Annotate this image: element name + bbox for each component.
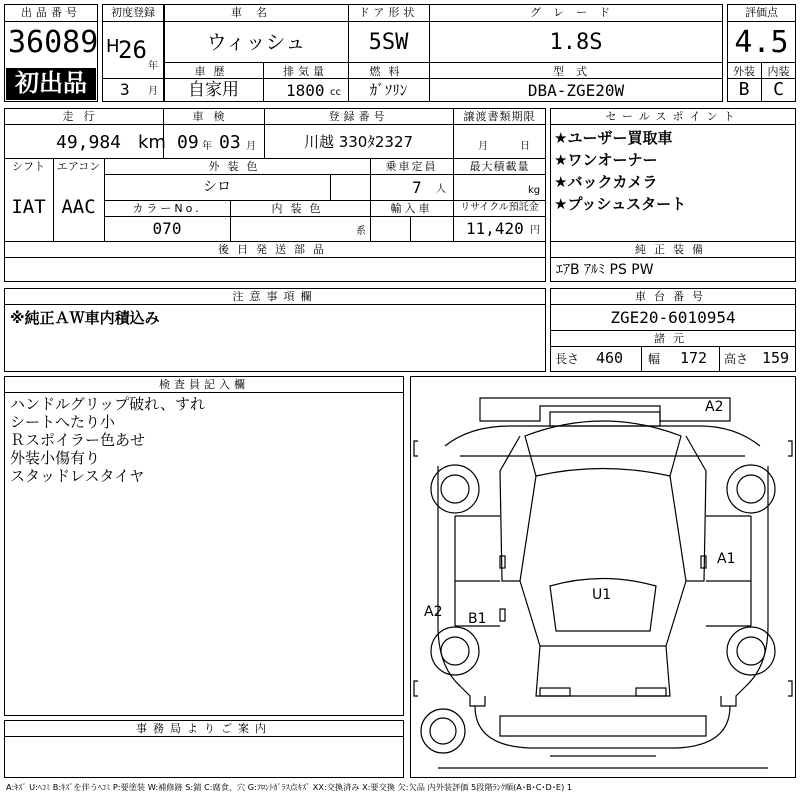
notes-hline xyxy=(4,304,546,305)
length-value: 460 xyxy=(596,349,624,367)
shift-label: シフト xyxy=(12,160,45,173)
sales-point-4: ★プッシュスタート xyxy=(554,195,687,213)
ac-label: エアコン xyxy=(56,160,101,173)
year-unit: 年 xyxy=(148,61,158,72)
capacity-unit: 人 xyxy=(436,184,446,195)
equipment-value: ｴｱB ｱﾙﾐ PS PW xyxy=(556,262,654,278)
length-label: 長さ xyxy=(555,352,580,366)
details-hline2 xyxy=(4,158,546,159)
history-value: 自家用 xyxy=(188,80,239,100)
car-name: ウィッシュ xyxy=(206,30,306,54)
office-hline xyxy=(4,736,404,737)
first-reg-divider2 xyxy=(102,78,164,79)
exterior-grade: B xyxy=(738,79,750,100)
recycle-value: 11,420 xyxy=(466,219,524,238)
lot-number: 36089 xyxy=(8,25,99,60)
sales-point-2: ★ワンオーナー xyxy=(554,151,658,169)
displacement-label: 排気量 xyxy=(283,65,328,78)
reg-month: 3 xyxy=(120,80,130,99)
mark-left-door: B1 xyxy=(468,611,487,627)
details-hline1 xyxy=(4,124,546,125)
interior-color-label: 内装色 xyxy=(271,202,329,215)
chassis-hline1 xyxy=(550,304,796,305)
model-value: DBA-ZGE20W xyxy=(527,81,625,100)
mileage-value: 49,984 xyxy=(56,132,122,153)
recycle-unit: 円 xyxy=(530,225,540,236)
recycle-label: リサイクル預託金 xyxy=(460,202,539,213)
mark-rear-top: A2 xyxy=(705,399,724,415)
legend: A:ｷｽﾞ U:ﾍｺﾐ B:ｷｽﾞを伴うﾍｺﾐ P:要塗装 W:補修跡 S:錆 C:腐食、穴 G:ﾌﾛﾝﾄｶﾞﾗｽ点ｷｽﾞ XX:交換済み X:要交換 欠:欠品 内外装評価 5段階ﾗﾝｸ順(A･B･C･D･E) 1 xyxy=(6,782,573,792)
car-info-hline1 xyxy=(164,21,723,22)
first-reg-label: 初度登録 xyxy=(111,6,155,19)
capacity-label: 乗車定員 xyxy=(385,160,438,173)
fuel-label: 燃料 xyxy=(369,65,408,78)
load-label: 最大積載量 xyxy=(469,160,530,173)
inspector-line-5: スタッドレスタイヤ xyxy=(10,467,145,485)
lot-divider xyxy=(4,21,98,22)
equipment-label: 純正装備 xyxy=(635,243,711,256)
inspection-year-unit: 年 xyxy=(202,141,212,152)
later-parts-label: 後日発送部品 xyxy=(218,243,332,256)
height-value: 159 xyxy=(762,349,790,367)
car-name-label: 車名 xyxy=(231,6,281,19)
inspector-line-1: ハンドルグリップ破れ、すれ xyxy=(10,395,206,413)
details-hline7 xyxy=(4,257,546,258)
transfer-label: 譲渡書類期限 xyxy=(463,110,536,123)
inspector-line-3: Ｒスポイラー色あせ xyxy=(10,431,146,449)
notes-text: ※純正ＡＷ車内積込み xyxy=(10,309,160,327)
car-diagram xyxy=(410,376,796,778)
details-hline3 xyxy=(104,174,546,175)
door-value: 5SW xyxy=(368,30,409,55)
grade-label: グレード xyxy=(530,6,622,19)
inspection-year: 09 xyxy=(177,132,199,153)
plate-value: 川越 330ﾀ2327 xyxy=(303,133,414,151)
chassis-number: ZGE20-6010954 xyxy=(610,308,736,327)
color-value: シロ xyxy=(203,179,231,195)
fuel-value: ｶﾞｿﾘﾝ xyxy=(369,81,408,99)
interior-label: 内装 xyxy=(767,65,790,78)
sales-point-3: ★バックカメラ xyxy=(554,173,658,191)
sales-hline3 xyxy=(550,257,796,258)
color-no-label: カラーNo. xyxy=(132,202,202,215)
dims-label: 諸元 xyxy=(654,332,692,345)
displacement-value: 1800 xyxy=(286,81,325,100)
mark-right-side: A1 xyxy=(717,551,736,567)
details-vline3 xyxy=(453,108,454,241)
details-hline6 xyxy=(4,241,546,242)
first-time-label: 初出品 xyxy=(15,69,87,97)
chassis-vline2 xyxy=(719,346,720,372)
score-label: 評価点 xyxy=(745,6,778,19)
inspector-hline xyxy=(4,392,404,393)
plate-label: 登録番号 xyxy=(328,110,389,123)
interior-grade: C xyxy=(773,79,784,100)
displacement-unit: cc xyxy=(330,87,341,98)
lot-label: 出品番号 xyxy=(21,6,81,19)
month-unit: 月 xyxy=(148,86,158,97)
import-label: 輸入車 xyxy=(390,202,433,215)
grade-value: 1.8S xyxy=(549,30,603,55)
details-hline5 xyxy=(104,216,546,217)
office-label: 事務局よりご案内 xyxy=(136,722,272,735)
inspector-line-2: シートへたり小 xyxy=(10,413,116,431)
sales-hline1 xyxy=(550,124,796,125)
transfer-month-unit: 月 xyxy=(478,141,488,152)
chassis-hline2 xyxy=(550,330,796,331)
inspector-label: 検査員記入欄 xyxy=(159,378,249,391)
reg-year: 26 xyxy=(118,36,147,64)
details-hline4 xyxy=(104,200,546,201)
chassis-vline1 xyxy=(641,346,642,372)
transfer-day-unit: 日 xyxy=(520,141,530,152)
door-label: ドア形状 xyxy=(358,6,419,19)
width-label: 幅 xyxy=(648,352,661,366)
score-value: 4.5 xyxy=(734,25,789,60)
inspection-label: 車検 xyxy=(192,110,235,123)
history-label: 車歴 xyxy=(194,65,233,78)
sales-points-label: セールスポイント xyxy=(605,110,741,123)
height-label: 高さ xyxy=(724,352,749,366)
era: H xyxy=(106,36,120,57)
score-hline1 xyxy=(727,21,796,22)
details-vline9 xyxy=(410,216,411,241)
sales-point-1: ★ユーザー買取車 xyxy=(554,129,673,147)
capacity-value: 7 xyxy=(412,178,422,197)
load-unit: kg xyxy=(528,185,541,196)
inspection-month-unit: 月 xyxy=(246,141,256,152)
notes-label: 注意事項欄 xyxy=(232,290,318,303)
mark-roof: U1 xyxy=(592,587,612,603)
mark-left-side: A2 xyxy=(424,604,443,620)
chassis-label: 車台番号 xyxy=(635,290,711,303)
color-label: 外装色 xyxy=(208,160,266,173)
inspector-line-4: 外装小傷有り xyxy=(10,449,101,467)
first-reg-divider xyxy=(102,21,164,22)
interior-color-unit: 系 xyxy=(356,226,366,237)
shift-value: IAT xyxy=(11,196,46,218)
details-vline7 xyxy=(330,174,331,200)
color-no-value: 070 xyxy=(152,219,182,238)
exterior-label: 外装 xyxy=(733,65,755,78)
car-info-hline2 xyxy=(164,62,723,63)
mileage-unit: km xyxy=(138,132,166,153)
inspection-month: 03 xyxy=(219,132,241,153)
sales-hline2 xyxy=(550,241,796,242)
ac-value: AAC xyxy=(61,196,96,218)
mileage-label: 走行 xyxy=(62,110,105,123)
car-info-hline3 xyxy=(164,78,723,79)
chassis-hline3 xyxy=(550,346,796,347)
width-value: 172 xyxy=(680,349,708,367)
model-label: 型式 xyxy=(553,65,599,78)
